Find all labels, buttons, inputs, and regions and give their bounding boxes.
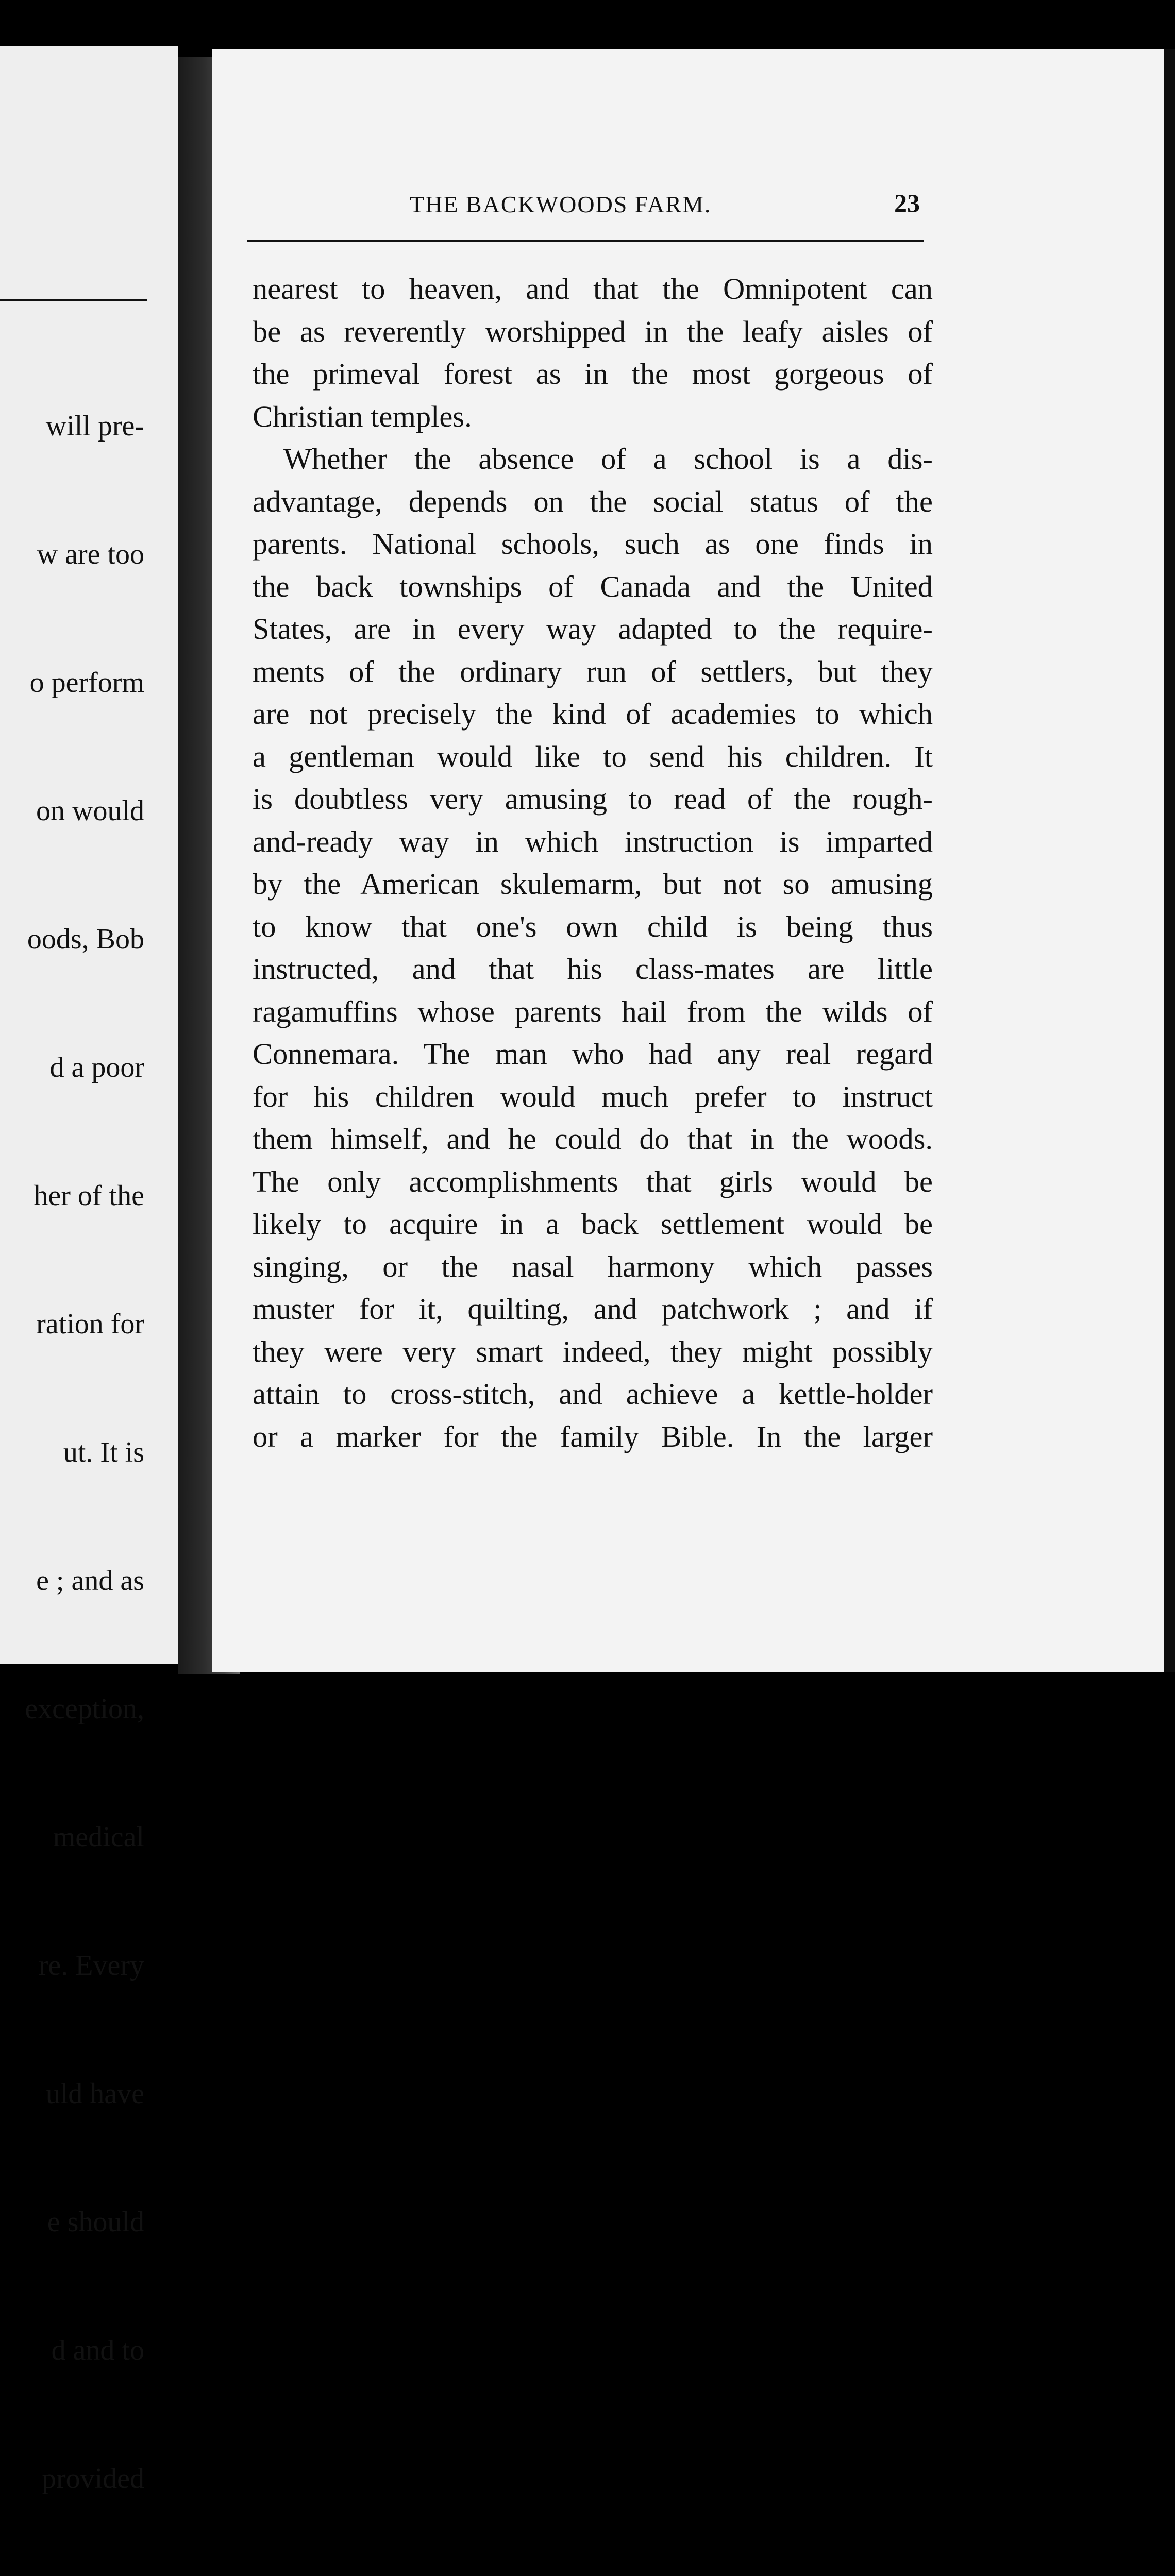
header-rule: [247, 240, 924, 242]
left-line: re. Every: [38, 1950, 144, 1981]
text-line: the back townships of Canada and the United: [253, 569, 933, 603]
left-line: on would: [36, 795, 144, 827]
text-line: States, are in every way adapted to the require-: [253, 612, 933, 646]
text-line: singing, or the nasal harmony which passes: [253, 1249, 933, 1283]
running-head: THE BACKWOODS FARM.: [410, 191, 712, 217]
left-page: [0, 46, 178, 2495]
text-line: the primeval forest as in the most gorgeous of: [253, 357, 933, 391]
left-line: w are too: [37, 538, 144, 570]
left-line: d and to: [51, 2334, 144, 2366]
text-line: Whether the absence of a school is a dis-: [283, 442, 933, 476]
text-line: for his children would much prefer to instruct: [253, 1079, 933, 1113]
left-line: e ; and as: [36, 1565, 144, 1597]
body-text: [253, 268, 933, 1458]
text-line: ments of the ordinary run of settlers, but they: [253, 654, 933, 688]
text-line: to know that one's own child is being thus: [253, 909, 933, 943]
left-line: uld have: [45, 2078, 144, 2110]
left-line: ration for: [36, 1308, 144, 1340]
text-line: they were very smart indeed, they might possibly: [253, 1334, 933, 1368]
text-line: muster for it, quilting, and patchwork ; and if: [253, 1292, 933, 1326]
text-line: them himself, and he could do that in the woods.: [253, 1122, 933, 1156]
text-line: attain to cross-stitch, and achieve a kettle-holder: [253, 1377, 933, 1411]
left-line: her of the: [33, 1180, 144, 1212]
left-line: ut. It is: [63, 1436, 144, 1468]
text-line: and-ready way in which instruction is imparted: [253, 824, 933, 858]
text-line: a gentleman would like to send his children. It: [253, 739, 933, 773]
text-line: nearest to heaven, and that the Omnipotent can: [253, 272, 933, 306]
text-line: likely to acquire in a back settlement would be: [253, 1207, 933, 1241]
left-line: provided: [41, 2463, 144, 2495]
left-line: medical: [53, 1821, 144, 1853]
text-line: ragamuffins whose parents hail from the wilds of: [253, 994, 933, 1028]
left-line: will pre-: [45, 410, 144, 442]
text-line: be as reverently worshipped in the leafy aisles of: [253, 314, 933, 348]
text-line: parents. National schools, such as one finds in: [253, 527, 933, 561]
text-line: or a marker for the family Bible. In the larger: [253, 1419, 933, 1453]
text-line: Connemara. The man who had any real regard: [253, 1037, 933, 1071]
text-line: is doubtless very amusing to read of the rough-: [253, 782, 933, 816]
left-line: oods, Bob: [27, 923, 144, 955]
left-line: d a poor: [49, 1052, 144, 1083]
left-header-rule: [0, 299, 147, 301]
text-line: Christian temples.: [253, 399, 472, 433]
left-line: e should: [47, 2206, 144, 2238]
text-line: instructed, and that his class-mates are little: [253, 952, 933, 986]
left-line: exception,: [25, 1693, 144, 1725]
page-number: 23: [894, 189, 920, 217]
text-line: The only accomplishments that girls would be: [253, 1164, 933, 1198]
left-line: o perform: [29, 667, 144, 699]
text-line: advantage, depends on the social status of the: [253, 484, 933, 518]
text-line: by the American skulemarm, but not so amusing: [253, 867, 933, 901]
text-line: are not precisely the kind of academies to which: [253, 697, 933, 731]
left-page-text: [25, 319, 144, 2576]
page-edge: [1164, 49, 1175, 1672]
